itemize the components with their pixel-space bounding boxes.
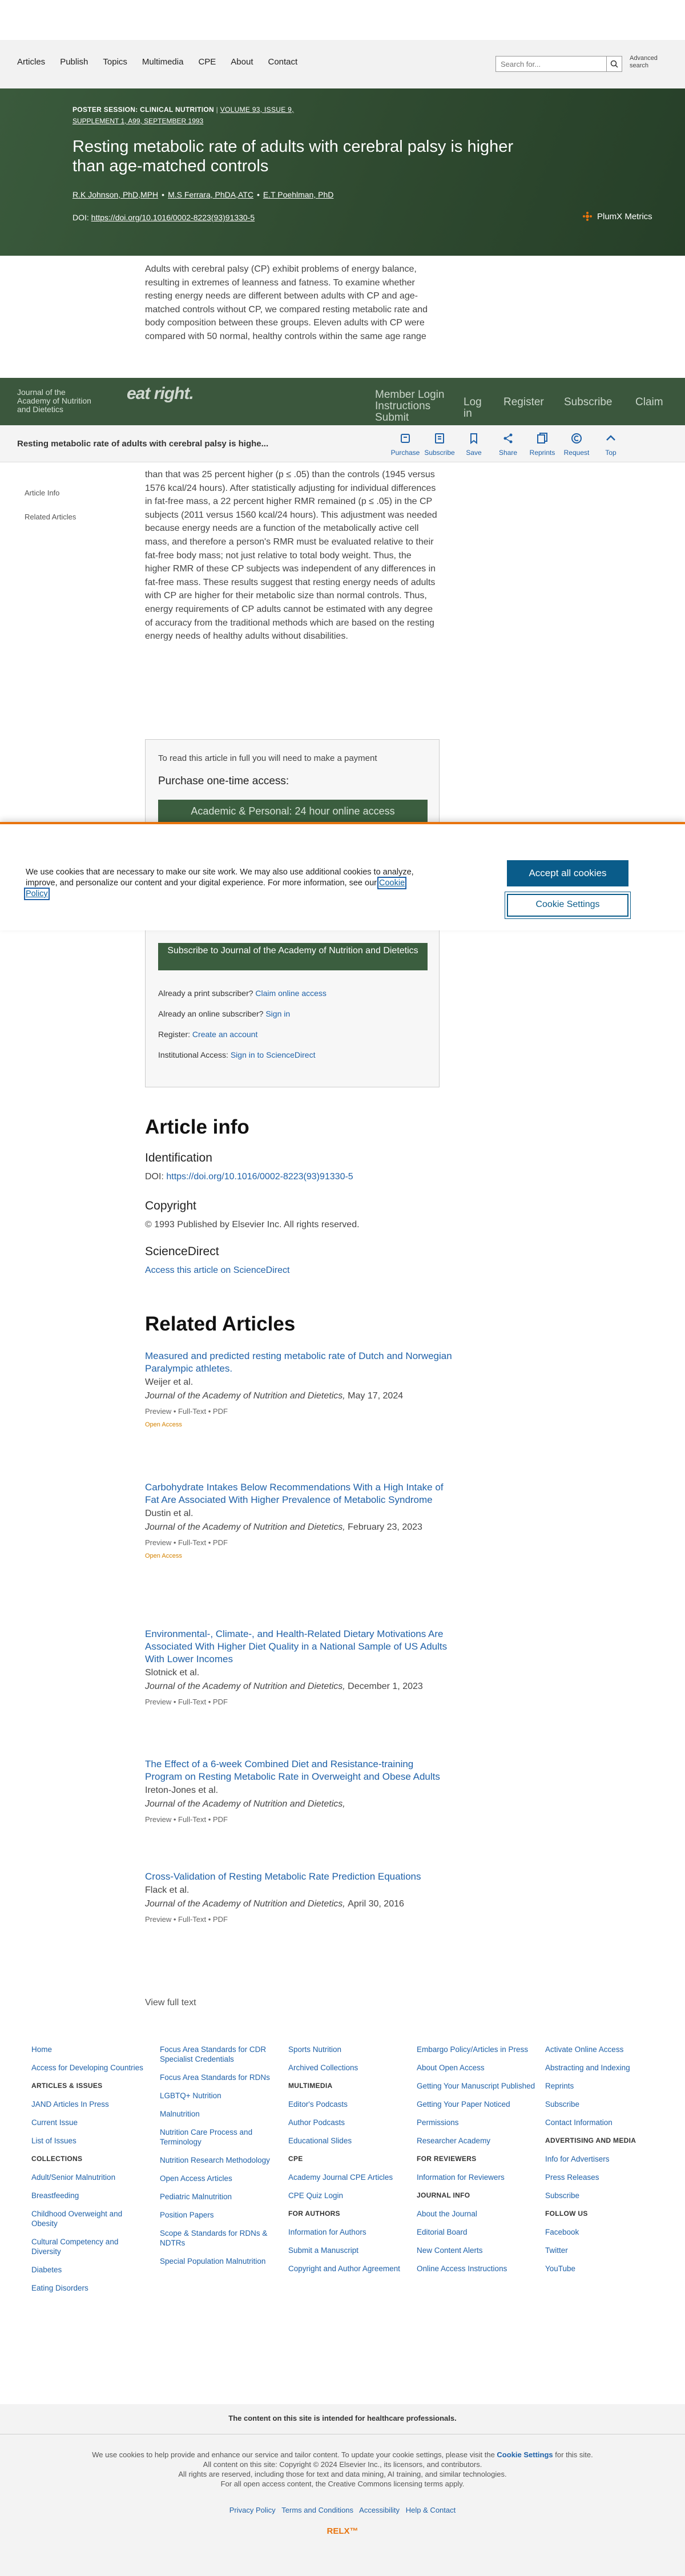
abstract-continued-text: than that was 25 percent higher (p ≤ .05) than the controls (1945 versus 1576 kcal/24 hours). After statistically adjusting for individual differences in fat-free mass, a 22 percent higher RMR remained (p ≤ .05) in the CP subjects (2011 versus 1560 kcal/24 hours). This adjustment was needed because energy needs are a function of the metabolically active cell mass, and therefore a person's RMR must be evaluated relative to their fat-free body mass; not just relative to total body weight. Thus, the higher RMR of these CP subjects was independent of any differences in fat-free mass. These results suggest that resting energy needs of adults with CP are higher for their metabolic size than normal controls. Thus, energy requirements of CP adults cannot be estimated with any degree of accuracy from the traditional methods which are based on the resting energy needs of healthy adults without disabilities. bbox=[145, 470, 437, 642]
cookie-notice-text: We use cookies to help provide and enhance our service and tailor content. To update your cookie settings, please visit the bbox=[92, 2450, 495, 2459]
related-article bbox=[145, 1870, 453, 1924]
create-account-link[interactable]: Create an account bbox=[192, 1030, 258, 1039]
related-article-date: April 30, 2016 bbox=[348, 1899, 404, 1909]
share-icon bbox=[502, 432, 514, 445]
nav-topics[interactable]: Topics bbox=[103, 57, 127, 67]
session-label: POSTER SESSION: CLINICAL NUTRITION bbox=[72, 106, 214, 114]
subscribe-label: Subscribe bbox=[424, 449, 455, 457]
related-article-date: February 23, 2023 bbox=[348, 1522, 422, 1532]
footer-link[interactable]: Researcher Academy bbox=[417, 2136, 491, 2145]
advanced-search-link[interactable]: Advanced search bbox=[630, 55, 658, 69]
footer-link[interactable]: Current Issue bbox=[31, 2118, 78, 2127]
article-info-section bbox=[145, 1116, 465, 1276]
subscribe-journal-button[interactable]: Subscribe to Journal of the Academy of Nutrition and Dietetics bbox=[158, 943, 428, 970]
cookie-text bbox=[26, 867, 420, 900]
sidenav-article-info[interactable]: Article Info bbox=[25, 489, 60, 497]
abstract-text: Adults with cerebral palsy (CP) exhibit problems of energy balance, resulting in extremes of leanness and fatness. To examine whether resting energy needs are different between adults with CP and age-matched controls without CP, we compared resting metabolic rate and body composition between these groups. Eleven adults with CP were compared with 50 normal, healthy controls within the same age range bbox=[145, 264, 428, 341]
footer-link[interactable]: Focus Area Standards for CDR Specialist Credentials bbox=[160, 2045, 267, 2063]
related-article bbox=[145, 1481, 453, 1559]
footer-link[interactable]: Information for Reviewers bbox=[417, 2173, 505, 2182]
doi-link[interactable]: https://doi.org/10.1016/0002-8223(93)91330-5 bbox=[91, 213, 255, 222]
footer-link[interactable]: Reprints bbox=[545, 2082, 574, 2090]
footer-link[interactable]: JAND Articles In Press bbox=[31, 2100, 109, 2109]
related-article-links[interactable]: Preview • Full-Text • PDF bbox=[145, 1407, 228, 1416]
footer-bottom bbox=[0, 2404, 685, 2576]
subscribe-tool[interactable] bbox=[422, 429, 457, 457]
author-list: R.K Johnson, PhD,MPH • M.S Ferrara, PhDA,ATC • E.T Poehlman, PhD bbox=[72, 190, 334, 199]
chevron-up-icon bbox=[605, 432, 617, 445]
top-label: Top bbox=[605, 449, 616, 457]
toolbar-article-title: Resting metabolic rate of adults with cerebral palsy is highe... bbox=[17, 439, 269, 449]
reprints-icon bbox=[536, 432, 549, 445]
accept-cookies-button[interactable]: Accept all cookies bbox=[507, 860, 628, 886]
purchase-tool[interactable] bbox=[388, 429, 422, 457]
subscribe-icon bbox=[433, 432, 446, 445]
main-nav-links bbox=[17, 57, 297, 67]
top-tool[interactable] bbox=[594, 429, 628, 457]
footer-link[interactable]: Getting Your Paper Noticed bbox=[417, 2100, 510, 2109]
register-link[interactable]: Register bbox=[503, 396, 544, 408]
footer-link[interactable]: Embargo Policy/Articles in Press bbox=[417, 2045, 529, 2054]
cookie-message: We use cookies that are necessary to make our site work. We may also use additional cookies to analyze, improve, and personalize our content and your digital experience. For more information, see our bbox=[26, 868, 414, 888]
footer-col-2 bbox=[160, 2045, 274, 2275]
reprints-label: Reprints bbox=[529, 449, 555, 457]
related-article bbox=[145, 1350, 453, 1428]
one-time-access-heading: Purchase one-time access: bbox=[158, 775, 289, 787]
related-article-journal: Journal of the Academy of Nutrition and Dietetics, bbox=[145, 1799, 345, 1809]
sign-in-link[interactable]: Sign in bbox=[265, 1009, 291, 1018]
related-article-journal: Journal of the Academy of Nutrition and Dietetics, bbox=[145, 1522, 345, 1532]
accessibility-link[interactable]: Accessibility bbox=[359, 2506, 400, 2514]
related-article-links[interactable]: Preview • Full-Text • PDF bbox=[145, 1815, 228, 1824]
footer-link[interactable]: Malnutrition bbox=[160, 2110, 200, 2118]
footer-link[interactable]: Scope & Standards for RDNs & NDTRs bbox=[160, 2229, 268, 2247]
side-navigation bbox=[25, 481, 76, 529]
related-article-links[interactable]: Preview • Full-Text • PDF bbox=[145, 1698, 228, 1706]
related-article-title[interactable]: Environmental-, Climate-, and Health-Related Dietary Motivations Are Associated With Higher Diet Quality in a National Sample of US Adults With Lower Incomes bbox=[145, 1628, 448, 1664]
related-article-source bbox=[145, 1898, 453, 1910]
view-full-text-link[interactable]: View full text bbox=[145, 1998, 196, 2007]
footer-link[interactable]: Adult/Senior Malnutrition bbox=[31, 2173, 116, 2182]
article-title: Resting metabolic rate of adults with cerebral palsy is higher than age-matched controls bbox=[72, 138, 514, 175]
footer-link[interactable]: About the Journal bbox=[417, 2210, 477, 2218]
related-article-title[interactable]: Measured and predicted resting metabolic rate of Dutch and Norwegian Paralympic athletes. bbox=[145, 1351, 452, 1374]
footer-link[interactable]: Permissions bbox=[417, 2118, 459, 2127]
related-article-title[interactable]: Carbohydrate Intakes Below Recommendations With a High Intake of Fat Are Associated With Higher Prevalence of Metabolic Syndrome bbox=[145, 1482, 444, 1505]
claim-link[interactable]: Claim bbox=[635, 396, 663, 408]
footer-link[interactable]: Home bbox=[31, 2045, 53, 2054]
online-subscriber-text: Already an online subscriber? bbox=[158, 1009, 264, 1018]
journal-logo[interactable]: Journal of the Academy of Nutrition and Dietetics bbox=[17, 388, 91, 414]
related-article-title[interactable]: Cross-Validation of Resting Metabolic Rate Prediction Equations bbox=[145, 1871, 421, 1882]
copyright-heading: Copyright bbox=[145, 1199, 196, 1212]
top-navigation bbox=[0, 40, 685, 88]
footer-link[interactable]: Focus Area Standards for RDNs bbox=[160, 2073, 270, 2082]
footer-link[interactable]: Editorial Board bbox=[417, 2228, 468, 2236]
purchase-access-button[interactable]: Academic & Personal: 24 hour online access bbox=[158, 800, 428, 823]
copyright-text: © 1993 Published by Elsevier Inc. All rights reserved. bbox=[145, 1220, 360, 1229]
footer-link[interactable]: Abstracting and Indexing bbox=[545, 2063, 630, 2072]
related-article-date: May 17, 2024 bbox=[348, 1391, 404, 1401]
article-info-heading: Article info bbox=[145, 1116, 249, 1138]
share-tool[interactable] bbox=[491, 429, 525, 457]
related-articles-section bbox=[145, 1313, 453, 1924]
footer-col-4 bbox=[417, 2045, 542, 2282]
cookie-notice-end: for this site. bbox=[555, 2450, 593, 2459]
footer-link[interactable]: Academy Journal CPE Articles bbox=[288, 2173, 393, 2182]
related-article-authors: Slotnick et al. bbox=[145, 1668, 200, 1678]
register-line bbox=[158, 1030, 257, 1039]
save-tool[interactable] bbox=[457, 429, 491, 457]
open-access-badge: Open Access bbox=[145, 1421, 182, 1428]
related-article-title[interactable]: The Effect of a 6-week Combined Diet and Resistance-training Program on Resting Metabolic Rate in Overweight and Obese Adults bbox=[145, 1759, 440, 1782]
institutional-line bbox=[158, 1050, 315, 1059]
related-article-authors: Weijer et al. bbox=[145, 1377, 194, 1387]
cookie-policy-link[interactable]: Cookie Policy bbox=[26, 878, 405, 898]
session-line: POSTER SESSION: CLINICAL NUTRITION | VOLUME 93, ISSUE 9, bbox=[72, 106, 294, 114]
footer-link[interactable]: Eating Disorders bbox=[31, 2284, 88, 2292]
footer-link[interactable]: Cultural Competency and Diversity bbox=[31, 2238, 119, 2256]
footer-link[interactable]: Submit a Manuscript bbox=[288, 2246, 359, 2255]
payment-prompt: To read this article in full you will need to make a payment bbox=[158, 753, 377, 763]
identification-heading: Identification bbox=[145, 1151, 212, 1164]
related-article-source bbox=[145, 1680, 453, 1693]
doi-label: DOI: bbox=[72, 213, 89, 222]
footer-link[interactable]: Activate Online Access bbox=[545, 2045, 624, 2054]
footer-heading: CPE bbox=[288, 2155, 303, 2163]
footer-link[interactable]: Diabetes bbox=[31, 2265, 62, 2274]
article-hero bbox=[0, 88, 685, 256]
register-text: Register: bbox=[158, 1030, 191, 1039]
plumx-label: PlumX Metrics bbox=[597, 211, 652, 221]
footer-heading: FOR AUTHORS bbox=[288, 2210, 340, 2218]
request-tool[interactable] bbox=[559, 429, 594, 457]
related-article-source bbox=[145, 1798, 453, 1811]
share-label: Share bbox=[498, 449, 518, 457]
online-subscriber-line bbox=[158, 1009, 290, 1018]
related-article bbox=[145, 1758, 453, 1824]
login-link[interactable]: Log in bbox=[464, 396, 482, 420]
twitter-link[interactable]: Twitter bbox=[545, 2246, 568, 2255]
bookmark-icon bbox=[468, 432, 480, 445]
print-subscriber-text: Already a print subscriber? bbox=[158, 989, 253, 998]
related-article-authors: Ireton-Jones et al. bbox=[145, 1785, 219, 1795]
nav-contact[interactable]: Contact bbox=[268, 57, 298, 67]
copyright-icon bbox=[570, 432, 583, 445]
info-doi-link[interactable]: https://doi.org/10.1016/0002-8223(93)91330-5 bbox=[166, 1172, 353, 1182]
volume-link[interactable]: VOLUME 93, ISSUE 9, bbox=[220, 106, 294, 114]
footer-link[interactable]: Subscribe bbox=[545, 2191, 580, 2200]
related-article-journal: Journal of the Academy of Nutrition and Dietetics, bbox=[145, 1391, 345, 1401]
related-article-source bbox=[145, 1390, 453, 1402]
footer-heading: MULTIMEDIA bbox=[288, 2082, 333, 2090]
footer-cookie-settings-link[interactable]: Cookie Settings bbox=[497, 2450, 553, 2459]
footer-heading: ADVERTISING AND MEDIA bbox=[545, 2136, 636, 2144]
footer-col-5 bbox=[545, 2045, 659, 2282]
plumx-icon bbox=[582, 211, 593, 221]
member-login-link[interactable]: Member Login Instructions Submit bbox=[375, 389, 445, 424]
footer-link[interactable]: About Open Access bbox=[417, 2063, 485, 2072]
nav-articles[interactable]: Articles bbox=[17, 57, 46, 67]
footer-link[interactable]: Information for Authors bbox=[288, 2228, 366, 2236]
footer-heading: FOLLOW US bbox=[545, 2210, 588, 2218]
footer-link[interactable]: Archived Collections bbox=[288, 2063, 358, 2072]
footer-link[interactable]: Access for Developing Countries bbox=[31, 2063, 143, 2072]
nav-about[interactable]: About bbox=[231, 57, 253, 67]
reprints-tool[interactable] bbox=[525, 429, 559, 457]
footer-link[interactable]: Special Population Malnutrition bbox=[160, 2257, 266, 2265]
sciencedirect-heading: ScienceDirect bbox=[145, 1245, 219, 1258]
hcp-notice: The content on this site is intended for healthcare professionals. bbox=[228, 2414, 457, 2422]
footer-link[interactable]: Educational Slides bbox=[288, 2136, 352, 2145]
footer-link[interactable]: List of Issues bbox=[31, 2136, 76, 2145]
author-link[interactable]: R.K Johnson, PhD,MPH bbox=[72, 190, 159, 199]
nav-cpe[interactable]: CPE bbox=[198, 57, 216, 67]
related-articles-heading: Related Articles bbox=[145, 1313, 296, 1335]
author-link[interactable]: M.S Ferrara, PhDA,ATC bbox=[168, 190, 253, 199]
author-link[interactable]: E.T Poehlman, PhD bbox=[263, 190, 334, 199]
related-article-journal: Journal of the Academy of Nutrition and Dietetics, bbox=[145, 1682, 345, 1691]
copyright-line: All content on this site: Copyright © 2024 Elsevier Inc., its licensors, and contributors. bbox=[203, 2460, 482, 2469]
footer-link[interactable]: Nutrition Research Methodology bbox=[160, 2156, 270, 2164]
footer-link[interactable]: Open Access Articles bbox=[160, 2174, 232, 2183]
search-icon bbox=[610, 60, 618, 68]
info-doi bbox=[145, 1172, 465, 1182]
terms-link[interactable]: Terms and Conditions bbox=[281, 2506, 354, 2514]
privacy-policy-link[interactable]: Privacy Policy bbox=[229, 2506, 276, 2514]
footer-link[interactable]: Online Access Instructions bbox=[417, 2264, 507, 2273]
article-tools bbox=[388, 429, 628, 457]
rights-line: All rights are reserved, including those for text and data mining, AI training, and similar technologies. bbox=[178, 2470, 507, 2478]
footer-link[interactable]: Position Papers bbox=[160, 2211, 214, 2219]
search-input[interactable]: Search for... bbox=[495, 56, 610, 72]
open-access-badge: Open Access bbox=[145, 1553, 182, 1559]
related-article-links[interactable]: Preview • Full-Text • PDF bbox=[145, 1538, 228, 1547]
cookie-banner bbox=[0, 822, 685, 930]
footer-link[interactable]: LGBTQ+ Nutrition bbox=[160, 2091, 221, 2100]
footer-col-1 bbox=[31, 2045, 146, 2301]
open-access-line: For all open access content, the Creative Commons licensing terms apply. bbox=[220, 2480, 465, 2488]
article-doi bbox=[72, 213, 255, 222]
footer-link[interactable]: Sports Nutrition bbox=[288, 2045, 342, 2054]
cookie-settings-button[interactable]: Cookie Settings bbox=[507, 894, 628, 917]
footer-heading: JOURNAL INFO bbox=[417, 2191, 470, 2199]
facebook-link[interactable]: Facebook bbox=[545, 2228, 579, 2236]
youtube-link[interactable]: YouTube bbox=[545, 2264, 576, 2273]
footer-link[interactable]: CPE Quiz Login bbox=[288, 2191, 344, 2200]
related-article-links[interactable]: Preview • Full-Text • PDF bbox=[145, 1915, 228, 1924]
footer-link[interactable]: Press Releases bbox=[545, 2173, 599, 2182]
footer-link[interactable]: Copyright and Author Agreement bbox=[288, 2264, 400, 2273]
sciencedirect-signin-link[interactable]: Sign in to ScienceDirect bbox=[230, 1050, 316, 1059]
footer-heading: ARTICLES & ISSUES bbox=[31, 2082, 103, 2090]
subscribe-link[interactable]: Subscribe bbox=[564, 396, 613, 408]
footer-heading: COLLECTIONS bbox=[31, 2155, 83, 2163]
footer-link[interactable]: New Content Alerts bbox=[417, 2246, 483, 2255]
journal-header bbox=[0, 378, 685, 425]
footer-heading: FOR REVIEWERS bbox=[417, 2155, 477, 2163]
sciencedirect-link[interactable]: Access this article on ScienceDirect bbox=[145, 1265, 290, 1275]
nav-multimedia[interactable]: Multimedia bbox=[142, 57, 184, 67]
save-label: Save bbox=[466, 449, 482, 457]
claim-access-link[interactable]: Claim online access bbox=[255, 989, 327, 998]
related-article-authors: Flack et al. bbox=[145, 1885, 190, 1895]
footer-link[interactable]: Contact Information bbox=[545, 2118, 613, 2127]
related-article-journal: Journal of the Academy of Nutrition and Dietetics, bbox=[145, 1899, 345, 1909]
related-article-date: December 1, 2023 bbox=[348, 1682, 423, 1691]
footer-link[interactable]: Childhood Overweight and Obesity bbox=[31, 2210, 123, 2228]
print-subscriber-line bbox=[158, 989, 327, 998]
related-article bbox=[145, 1628, 453, 1706]
footer-link[interactable]: Getting Your Manuscript Published bbox=[417, 2082, 535, 2090]
footer-col-3 bbox=[288, 2045, 402, 2282]
related-article-source bbox=[145, 1521, 453, 1534]
site-footer bbox=[0, 2032, 685, 2403]
institutional-text: Institutional Access: bbox=[158, 1050, 228, 1059]
purchase-label: Purchase bbox=[390, 449, 420, 457]
info-doi-label: DOI: bbox=[145, 1172, 164, 1182]
related-article-authors: Dustin et al. bbox=[145, 1509, 194, 1518]
request-label: Request bbox=[563, 449, 590, 457]
nav-publish[interactable]: Publish bbox=[60, 57, 88, 67]
footer-link[interactable]: Nutrition Care Process and Terminology bbox=[160, 2128, 253, 2146]
article-toolbar bbox=[0, 425, 685, 462]
footer-link[interactable]: Info for Advertisers bbox=[545, 2155, 610, 2163]
footer-link[interactable]: Subscribe bbox=[545, 2100, 580, 2109]
sidenav-related-articles[interactable]: Related Articles bbox=[25, 513, 76, 521]
footer-link[interactable]: Editor's Podcasts bbox=[288, 2100, 348, 2109]
search-button[interactable] bbox=[606, 56, 622, 72]
footer-link[interactable]: Pediatric Malnutrition bbox=[160, 2192, 232, 2201]
footer-link[interactable]: Breastfeeding bbox=[31, 2191, 79, 2200]
plumx-metrics[interactable] bbox=[582, 211, 652, 221]
relx-logo[interactable]: RELX™ bbox=[327, 2526, 358, 2536]
footer-link[interactable]: Author Podcasts bbox=[288, 2118, 345, 2127]
legal-links bbox=[0, 2506, 685, 2514]
help-contact-link[interactable]: Help & Contact bbox=[405, 2506, 456, 2514]
cart-icon bbox=[399, 432, 412, 445]
supplement-link[interactable]: SUPPLEMENT 1, A99, SEPTEMBER 1993 bbox=[72, 117, 204, 125]
copyright-block bbox=[0, 2450, 685, 2489]
eatright-logo[interactable]: eat right. bbox=[127, 384, 194, 403]
